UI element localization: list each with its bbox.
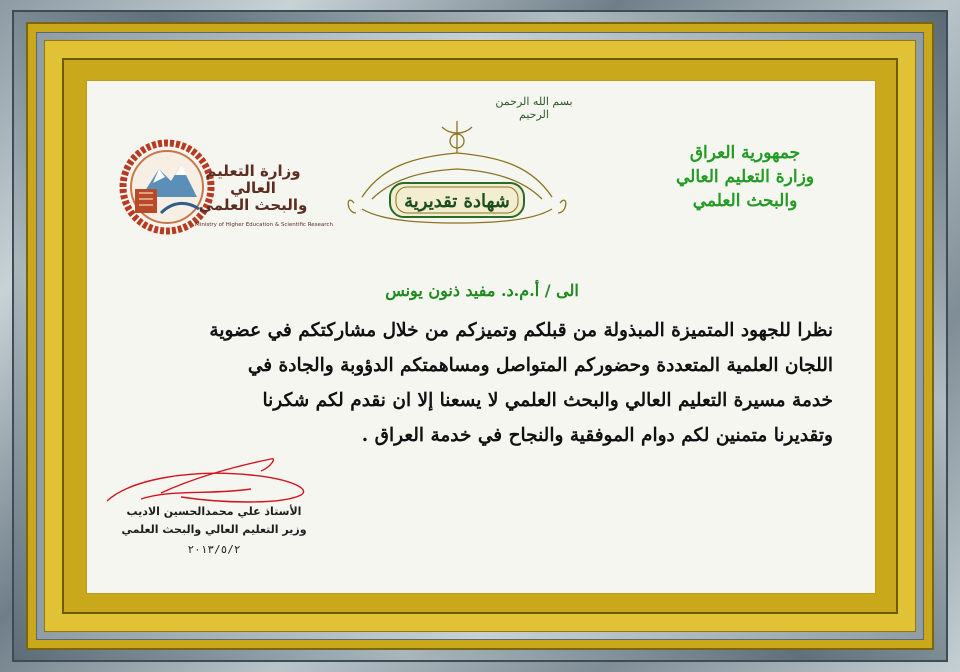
recipient-line: الى / أ.م.د. مفيد ذنون يونس (385, 281, 579, 300)
logo-english-name: Ministry of Higher Education & Scientific Research (195, 222, 333, 228)
government-line: جمهورية العراق (689, 143, 801, 163)
government-header (645, 141, 845, 213)
bismillah-text: بسم الله الرحمن الرحيم (495, 95, 573, 121)
logo-arabic-line: وزارة التعليم العالي (205, 162, 301, 197)
government-line: والبحث العلمي (692, 191, 798, 211)
signatory-title: وزير التعليم العالي والبحث العلمي (121, 523, 307, 536)
logo-arabic-line: والبحث العلمي (198, 196, 308, 214)
body-line: نظرا للجهود المتميزة المبذولة من قبلكم وتميزكم من خلال مشاركتكم في عضوية (209, 320, 833, 341)
body-line: خدمة مسيرة التعليم العالي والبحث العلمي لا يسعنا إلا ان نقدم لكم شكرنا (262, 390, 833, 411)
government-line: وزارة التعليم العالي (675, 167, 815, 187)
body-line: اللجان العلمية المتعددة وحضوركم المتواصل ومساهمتكم الدؤوبة والجادة في (247, 355, 833, 376)
certificate-paper (86, 80, 876, 594)
certificate-body (129, 313, 833, 453)
body-line: وتقديرنا متمنين لكم دوام الموفقية والنجاح في خدمة العراق . (361, 425, 833, 446)
title-ornament-icon (342, 117, 572, 229)
certificate-date: ٢٠١٣/٥/٢ (187, 543, 241, 556)
certificate-title: شهادة تقديرية (404, 191, 510, 212)
signatory-name: الأستاذ علي محمدالحسين الاديب (126, 505, 302, 518)
logo-arabic-name (197, 163, 309, 214)
